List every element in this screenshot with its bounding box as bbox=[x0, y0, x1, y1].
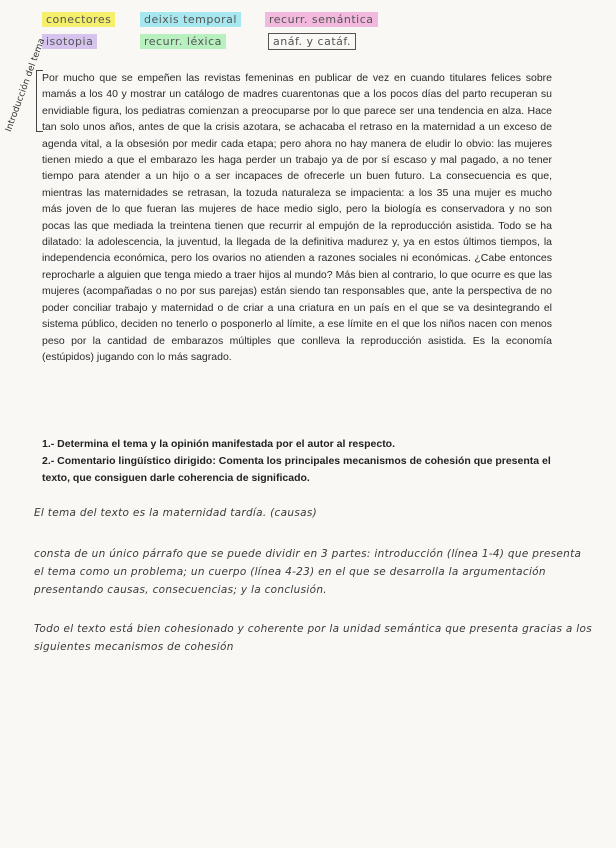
article-text: Por mucho que se empeñen las revistas femeninas en publicar de vez en cuando titulares felices sobre mamás a los 40 y mostrar un catálogo de madres cuarentonas que a los pocos días del parto recuperan su envidiable figura, los pediatras comienzan a preocuparse por lo que parece ser una tendencia en alza. Hace tan solo unos años, antes de que la crisis azotara, se achacaba el retraso en la maternidad a un exceso de agenda vital, a la obsesión por medir cada etapa; pero ahora no hay manera de eludir lo obvio: las mujeres tienen miedo a que el embarazo les haga perder un trabajo ya de por sí escaso y mal pagado, a no tener tiempo para atender a un hijo o a ser incapaces de ofrecerle un buen futuro. La consecuencia es que, mientras las maternidades se retrasan, la tozuda naturaleza se impacienta: a los 35 una mujer es mucho más joven de lo que fueran las mujeres de hace medio siglo, pero la biología es conservadora y no son pocas las que mediada la treintena tienen que recurrir al empujón de la reproducción asistida. Todo se ha dilatado: la adolescencia, la juventud, la llegada de la definitiva madurez y, ya en estos últimos tiempos, la independencia económica, pero los ovarios no atienden a razones sociales ni económicas. ¿Cabe entonces reprocharle a alguien que tenga miedo a traer hijos al mundo? Más bien al contrario, lo que ocurre es que las mujeres (acompañadas o no por sus parejas) están siendo tan responsables que, ante la perspectiva de no poder conciliar trabajo y maternidad o de criar a una criatura en un país en el que se va desintegrando el sistema público, deciden no tenerlo o posponerlo al límite, a ese límite en el que los niños nacen con menos peso por la cantidad de embarazos múltiples que conlleva la reproducción asistida. Es la economía (estúpidos) jugando con lo más sagrado. bbox=[42, 72, 552, 363]
legend-anafora: anáf. y catáf. bbox=[268, 33, 356, 50]
margin-note: Introducción del tema bbox=[4, 37, 48, 134]
answer-paragraph-3: Todo el texto está bien cohesionado y coherente por la unidad semántica que presenta gracias a los siguientes mecanismos de cohesión bbox=[34, 623, 593, 653]
legend-conectores: conectores bbox=[42, 12, 115, 27]
question-2: 2.- Comentario lingüístico dirigido: Comenta los principales mecanismos de cohesión que presenta el texto, que consiguen darle coherencia de significado. bbox=[42, 455, 551, 484]
answer-line-1: El tema del texto es la maternidad tardía. (causas) bbox=[34, 507, 317, 519]
question-1: 1.- Determina el tema y la opinión manifestada por el autor al respecto. bbox=[42, 438, 396, 450]
legend-lexica: recurr. léxica bbox=[140, 34, 226, 49]
legend-deixis: deixis temporal bbox=[140, 12, 241, 27]
legend-semantica: recurr. semántica bbox=[265, 12, 378, 27]
legend-isotopia: isotopia bbox=[42, 34, 97, 49]
answer-paragraph-2: consta de un único párrafo que se puede dividir en 3 partes: introducción (línea 1-4) que presenta el tema como un problema; un cuerpo (línea 4-23) en el que se desarrolla la argumentación presentando causas, consecuencias; y la conclusión. bbox=[34, 548, 582, 596]
questions bbox=[42, 436, 562, 487]
